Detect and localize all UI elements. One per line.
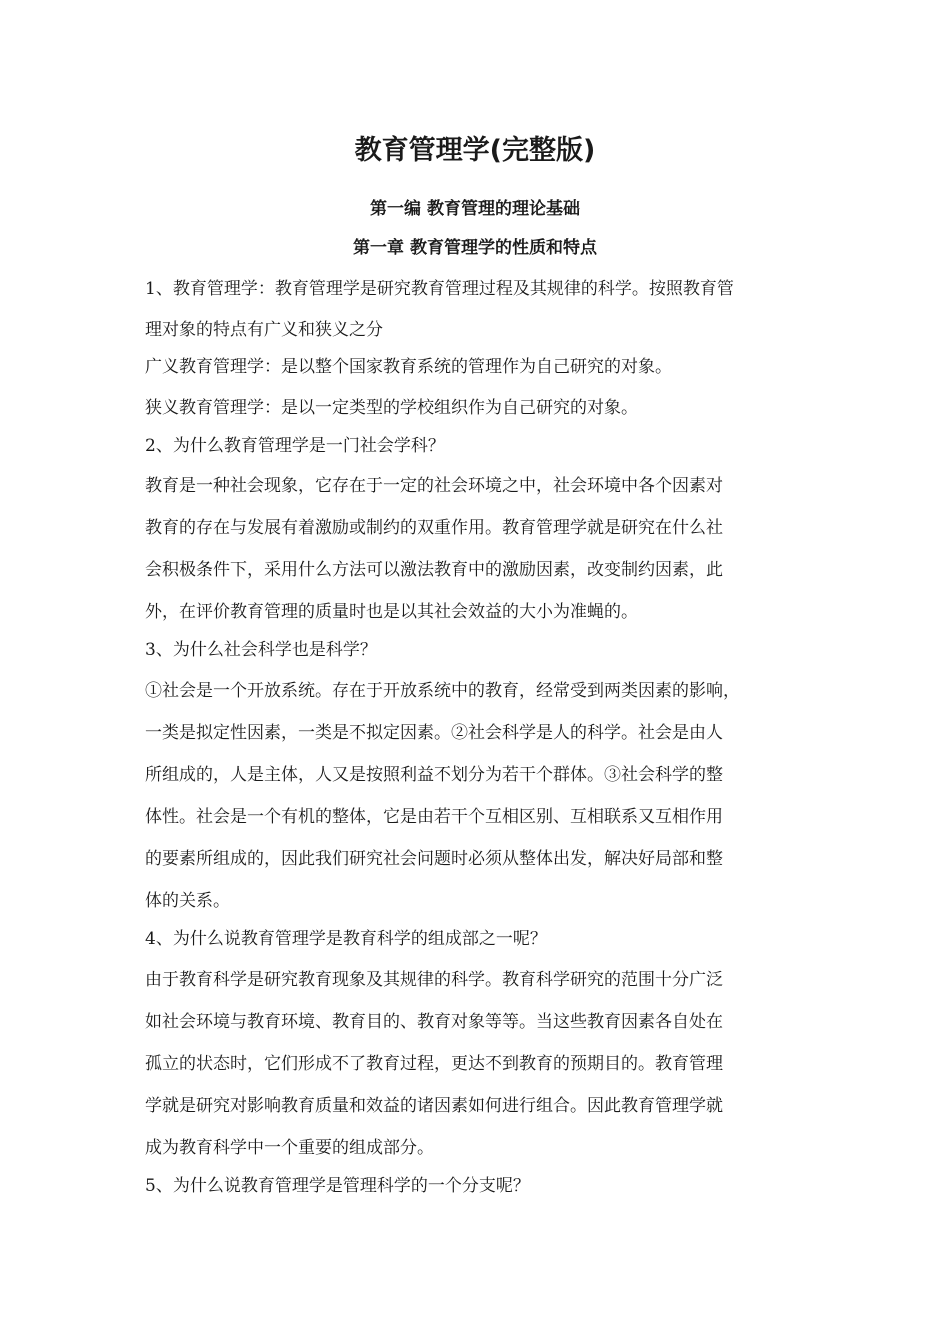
body-line: 会积极条件下，采用什么方法可以激法教育中的激励因素，改变制约因素，此 (145, 560, 723, 580)
body-line: 1、教育管理学：教育管理学是研究教育管理过程及其规律的科学。按照教育管 (145, 279, 734, 299)
body-line: 如社会环境与教育环境、教育目的、教育对象等等。当这些教育因素各自处在 (145, 1012, 723, 1032)
body-line: 3、为什么社会科学也是科学？ (145, 640, 377, 660)
body-line: 一类是拟定性因素，一类是不拟定因素。②社会科学是人的科学。社会是由人 (145, 723, 723, 743)
body-line: 成为教育科学中一个重要的组成部分。 (145, 1138, 434, 1158)
document-title: 教育管理学(完整版) (354, 135, 596, 166)
part-title: 第一编 教育管理的理论基础 (370, 199, 580, 219)
body-line: 孤立的状态时，它们形成不了教育过程，更达不到教育的预期目的。教育管理 (145, 1054, 723, 1074)
body-line: 教育的存在与发展有着激励或制约的双重作用。教育管理学就是研究在什么社 (145, 518, 723, 538)
body-line: 狭义教育管理学：是以一定类型的学校组织作为自己研究的对象。 (145, 398, 638, 418)
body-line: 由于教育科学是研究教育现象及其规律的科学。教育科学研究的范围十分广泛 (145, 970, 723, 990)
body-line: 体的关系。 (145, 891, 230, 911)
body-line: 体性。社会是一个有机的整体，它是由若干个互相区别、互相联系又互相作用 (145, 807, 723, 827)
body-line: 的要素所组成的，因此我们研究社会问题时必须从整体出发，解决好局部和整 (145, 849, 723, 869)
body-line: 所组成的，人是主体，人又是按照利益不划分为若干个群体。③社会科学的整 (145, 765, 723, 785)
chapter-title: 第一章 教育管理学的性质和特点 (353, 238, 597, 258)
body-line: 学就是研究对影响教育质量和效益的诸因素如何进行组合。因此教育管理学就 (145, 1096, 723, 1116)
body-line: 广义教育管理学：是以整个国家教育系统的管理作为自己研究的对象。 (145, 357, 672, 377)
body-line: 2、为什么教育管理学是一门社会学科？ (145, 436, 445, 456)
body-line: 5、为什么说教育管理学是管理科学的一个分支呢？ (145, 1176, 530, 1196)
body-line: 4、为什么说教育管理学是教育科学的组成部之一呢？ (145, 929, 547, 949)
body-line: 外，在评价教育管理的质量时也是以其社会效益的大小为准蝇的。 (145, 602, 638, 622)
body-line: 理对象的特点有广义和狭义之分 (145, 320, 383, 340)
body-line: ①社会是一个开放系统。存在于开放系统中的教育，经常受到两类因素的影响， (145, 681, 740, 701)
body-line: 教育是一种社会现象，它存在于一定的社会环境之中，社会环境中各个因素对 (145, 476, 723, 496)
